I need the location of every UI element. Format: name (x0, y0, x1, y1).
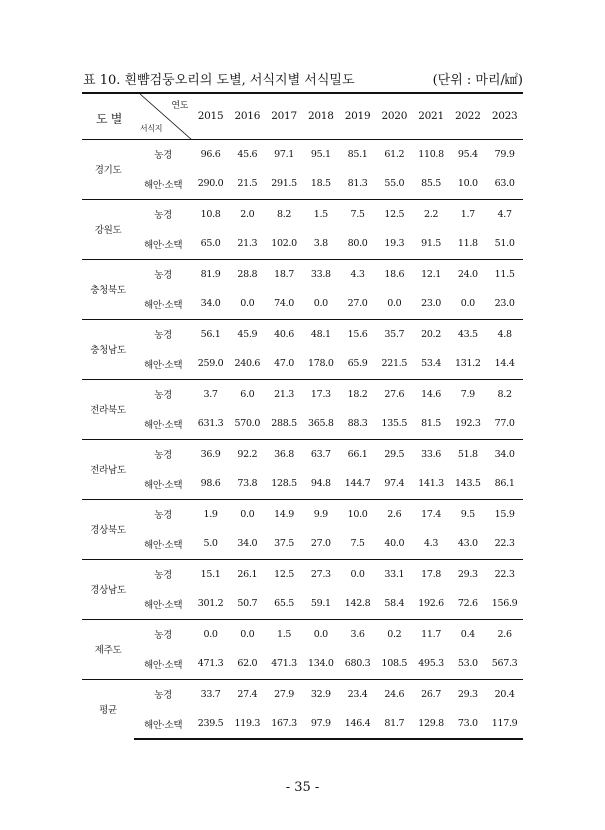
density-value-cell: 81.5 (421, 418, 442, 430)
density-value-cell: 27.6 (376, 379, 413, 409)
table-body (82, 139, 523, 739)
table-row (82, 439, 523, 469)
density-value-cell: 27.0 (347, 298, 368, 310)
density-value-cell: 27.4 (229, 679, 266, 709)
table-caption (83, 69, 523, 88)
density-value-cell: 43.5 (449, 319, 486, 349)
density-value-cell: 18.5 (310, 178, 331, 190)
density-value-cell: 51.8 (449, 439, 486, 469)
density-value-cell: 32.9 (302, 679, 339, 709)
density-value-cell: 20.2 (413, 319, 450, 349)
density-value-cell: 50.7 (237, 598, 258, 610)
density-value-cell: 97.1 (266, 139, 303, 169)
density-value-cell: 74.0 (274, 298, 295, 310)
habitat-name: 농경 (134, 679, 192, 709)
density-value-cell: 221.5 (381, 358, 408, 370)
density-value-cell: 146.4 (339, 709, 376, 739)
density-value-cell: 288.5 (271, 418, 297, 430)
density-value-cell: 167.3 (266, 709, 303, 739)
density-value-cell: 142.8 (344, 598, 371, 610)
density-value-cell: 7.9 (449, 379, 486, 409)
density-value-cell: 79.9 (486, 139, 523, 169)
habitat-name: 농경 (134, 139, 192, 169)
table-row (82, 289, 523, 319)
table-row (82, 679, 523, 709)
density-value-cell: 8.2 (486, 379, 523, 409)
header-year: 2015 (192, 93, 229, 139)
density-value-cell: 29.5 (376, 439, 413, 469)
habitat-name: 해안·소택 (144, 419, 183, 431)
region-name: 경기도 (82, 139, 134, 199)
habitat-name: 해안·소택 (144, 659, 183, 671)
habitat-name: 농경 (134, 619, 192, 649)
table-row (82, 349, 523, 379)
region-name: 충청북도 (82, 259, 134, 319)
table-row (82, 499, 523, 529)
header-corner-cell (82, 93, 192, 139)
density-value-cell: 53.4 (421, 358, 442, 370)
header-habitat-label: 서식지 (139, 123, 163, 133)
density-value-cell: 72.6 (457, 598, 478, 610)
density-value-cell: 301.2 (197, 598, 224, 610)
density-value-cell: 2.0 (229, 199, 266, 229)
density-value-cell: 135.5 (381, 418, 408, 430)
habitat-name: 농경 (134, 499, 192, 529)
habitat-name: 해안·소택 (144, 239, 183, 251)
density-value-cell: 33.1 (376, 559, 413, 589)
density-value-cell: 62.0 (237, 658, 258, 670)
density-value-cell: 55.0 (384, 178, 405, 190)
density-value-cell: 23.0 (421, 298, 442, 310)
density-value-cell: 29.3 (449, 559, 486, 589)
density-value-cell: 102.0 (271, 238, 297, 250)
density-value-cell: 15.1 (192, 559, 229, 589)
habitat-name: 해안·소택 (144, 479, 183, 491)
density-value-cell: 21.5 (237, 178, 258, 190)
density-value-cell: 53.0 (457, 658, 478, 670)
density-value-cell: 45.9 (229, 319, 266, 349)
density-value-cell: 34.0 (237, 538, 258, 550)
table-row (82, 709, 523, 739)
density-value-cell: 0.0 (192, 619, 229, 649)
density-value-cell: 9.5 (449, 499, 486, 529)
density-value-cell: 1.7 (449, 199, 486, 229)
header-year-label: 연도 (171, 101, 189, 111)
density-value-cell: 570.0 (234, 418, 261, 430)
density-value-cell: 81.7 (376, 709, 413, 739)
header-year: 2018 (302, 93, 339, 139)
density-value-cell: 0.0 (387, 298, 402, 310)
density-value-cell: 15.6 (339, 319, 376, 349)
region-name: 경상남도 (82, 559, 134, 619)
density-value-cell: 28.8 (229, 259, 266, 289)
density-value-cell: 143.5 (454, 478, 481, 490)
header-region-label: 도 별 (96, 112, 123, 126)
density-value-cell: 80.0 (347, 238, 368, 250)
density-value-cell: 21.3 (266, 379, 303, 409)
density-value-cell: 37.5 (274, 538, 295, 550)
habitat-name: 농경 (134, 199, 192, 229)
density-value-cell: 5.0 (203, 538, 218, 550)
density-value-cell: 7.5 (350, 538, 365, 550)
region-name: 평균 (82, 679, 134, 739)
density-value-cell: 20.4 (486, 679, 523, 709)
density-value-cell: 134.0 (307, 658, 334, 670)
density-value-cell: 29.3 (449, 679, 486, 709)
density-value-cell: 2.6 (376, 499, 413, 529)
density-value-cell: 23.4 (339, 679, 376, 709)
density-value-cell: 95.1 (302, 139, 339, 169)
density-value-cell: 22.3 (494, 538, 515, 550)
density-value-cell: 0.0 (339, 559, 376, 589)
density-value-cell: 1.5 (302, 199, 339, 229)
habitat-name: 농경 (134, 379, 192, 409)
density-value-cell: 14.4 (494, 358, 515, 370)
habitat-name: 해안·소택 (144, 539, 183, 551)
density-value-cell: 96.6 (192, 139, 229, 169)
density-value-cell: 47.0 (274, 358, 295, 370)
table-row (82, 139, 523, 169)
habitat-name: 해안·소택 (144, 599, 183, 611)
density-value-cell: 0.0 (240, 298, 255, 310)
habitat-name: 해안·소택 (144, 299, 183, 311)
density-value-cell: 65.9 (347, 358, 368, 370)
density-value-cell: 144.7 (344, 478, 371, 490)
table-row (82, 649, 523, 679)
density-value-cell: 2.2 (413, 199, 450, 229)
density-value-cell: 65.0 (200, 238, 221, 250)
table-row (82, 409, 523, 439)
density-value-cell: 291.5 (271, 178, 297, 190)
density-value-cell: 18.6 (376, 259, 413, 289)
table-row (82, 259, 523, 289)
header-year: 2021 (413, 93, 450, 139)
region-name: 제주도 (82, 619, 134, 679)
density-value-cell: 34.0 (486, 439, 523, 469)
density-value-cell: 15.9 (486, 499, 523, 529)
density-value-cell: 119.3 (229, 709, 266, 739)
density-value-cell: 4.3 (423, 538, 439, 550)
density-value-cell: 63.7 (302, 439, 339, 469)
density-value-cell: 110.8 (413, 139, 450, 169)
density-value-cell: 66.1 (339, 439, 376, 469)
density-value-cell: 1.9 (192, 499, 229, 529)
density-value-cell: 17.8 (413, 559, 450, 589)
table-title: 표 10. 흰뺨검둥오리의 도별, 서식지별 서식밀도 (83, 73, 355, 88)
density-value-cell: 77.0 (494, 418, 515, 430)
density-value-cell: 471.3 (271, 658, 297, 670)
density-value-cell: 36.9 (192, 439, 229, 469)
density-value-cell: 108.5 (381, 658, 408, 670)
density-value-cell: 128.5 (271, 478, 297, 490)
density-value-cell: 192.3 (454, 418, 481, 430)
density-value-cell: 10.0 (457, 178, 478, 190)
density-value-cell: 45.6 (229, 139, 266, 169)
density-value-cell: 27.9 (266, 679, 303, 709)
habitat-name: 해안·소택 (144, 179, 183, 191)
habitat-name: 농경 (134, 259, 192, 289)
table-row (82, 529, 523, 559)
density-value-cell: 73.0 (449, 709, 486, 739)
header-year: 2019 (339, 93, 376, 139)
density-value-cell: 59.1 (310, 598, 331, 610)
density-value-cell: 3.6 (339, 619, 376, 649)
header-year: 2022 (449, 93, 486, 139)
density-value-cell: 11.7 (413, 619, 450, 649)
table-row (82, 379, 523, 409)
region-name: 경상북도 (82, 499, 134, 559)
density-value-cell: 2.6 (486, 619, 523, 649)
density-value-cell: 33.6 (413, 439, 450, 469)
habitat-name: 해안·소택 (144, 359, 183, 371)
header-year: 2020 (376, 93, 413, 139)
header-year: 2016 (229, 93, 266, 139)
habitat-name: 해안·소택 (134, 709, 192, 739)
density-value-cell: 495.3 (418, 658, 444, 670)
density-value-cell: 97.4 (384, 478, 405, 490)
header-row (82, 93, 523, 139)
density-value-cell: 18.2 (339, 379, 376, 409)
table-row (82, 469, 523, 499)
region-name: 충청남도 (82, 319, 134, 379)
density-value-cell: 567.3 (491, 658, 518, 670)
region-name: 강원도 (82, 199, 134, 259)
density-value-cell: 365.8 (307, 418, 334, 430)
table-row (82, 229, 523, 259)
density-value-cell: 88.3 (347, 418, 368, 430)
density-value-cell: 97.9 (302, 709, 339, 739)
density-value-cell: 36.8 (266, 439, 303, 469)
density-value-cell: 48.1 (302, 319, 339, 349)
density-value-cell: 14.6 (413, 379, 450, 409)
density-value-cell: 81.3 (347, 178, 368, 190)
density-value-cell: 290.0 (197, 178, 224, 190)
density-value-cell: 10.8 (192, 199, 229, 229)
density-value-cell: 40.0 (384, 538, 405, 550)
density-value-cell: 33.7 (192, 679, 229, 709)
density-value-cell: 117.9 (486, 709, 523, 739)
density-value-cell: 0.2 (376, 619, 413, 649)
table-row (82, 319, 523, 349)
density-value-cell: 129.8 (413, 709, 450, 739)
density-value-cell: 23.0 (494, 298, 515, 310)
region-name: 전라북도 (82, 379, 134, 439)
density-value-cell: 63.0 (494, 178, 515, 190)
density-value-cell: 95.4 (449, 139, 486, 169)
density-value-cell: 94.8 (310, 478, 331, 490)
density-value-cell: 4.7 (486, 199, 523, 229)
density-value-cell: 12.5 (266, 559, 303, 589)
page-number: - 35 - (285, 780, 320, 795)
density-value-cell: 27.0 (310, 538, 331, 550)
density-value-cell: 9.9 (302, 499, 339, 529)
density-value-cell: 17.3 (302, 379, 339, 409)
density-value-cell: 27.3 (302, 559, 339, 589)
habitat-name: 농경 (134, 319, 192, 349)
header-year: 2023 (486, 93, 523, 139)
density-value-cell: 24.6 (376, 679, 413, 709)
density-value-cell: 0.0 (313, 298, 328, 310)
density-value-cell: 61.2 (376, 139, 413, 169)
density-value-cell: 8.2 (266, 199, 303, 229)
density-value-cell: 85.5 (421, 178, 442, 190)
density-value-cell: 17.4 (413, 499, 450, 529)
density-value-cell: 91.5 (421, 238, 442, 250)
density-value-cell: 81.9 (192, 259, 229, 289)
density-value-cell: 131.2 (454, 358, 481, 370)
density-value-cell: 65.5 (274, 598, 295, 610)
density-value-cell: 156.9 (491, 598, 518, 610)
density-value-cell: 26.7 (413, 679, 450, 709)
table-row (82, 589, 523, 619)
density-value-cell: 192.6 (418, 598, 444, 610)
density-value-cell: 1.5 (266, 619, 303, 649)
density-table (82, 92, 523, 740)
density-value-cell: 10.0 (339, 499, 376, 529)
density-value-cell: 3.8 (313, 238, 328, 250)
density-value-cell: 18.7 (266, 259, 303, 289)
density-value-cell: 6.0 (229, 379, 266, 409)
density-value-cell: 11.8 (457, 238, 478, 250)
density-value-cell: 73.8 (237, 478, 258, 490)
density-value-cell: 92.2 (229, 439, 266, 469)
density-value-cell: 98.6 (200, 478, 221, 490)
habitat-name: 농경 (134, 439, 192, 469)
density-value-cell: 34.0 (200, 298, 221, 310)
header-year: 2017 (266, 93, 303, 139)
table-row (82, 559, 523, 589)
habitat-name: 농경 (134, 559, 192, 589)
density-value-cell: 0.0 (302, 619, 339, 649)
density-value-cell: 51.0 (494, 238, 515, 250)
density-value-cell: 14.9 (266, 499, 303, 529)
density-value-cell: 239.5 (192, 709, 229, 739)
density-value-cell: 4.8 (486, 319, 523, 349)
density-value-cell: 12.1 (413, 259, 450, 289)
density-value-cell: 86.1 (494, 478, 515, 490)
density-value-cell: 471.3 (197, 658, 224, 670)
region-name: 전라남도 (82, 439, 134, 499)
density-value-cell: 56.1 (192, 319, 229, 349)
density-value-cell: 3.7 (192, 379, 229, 409)
density-value-cell: 0.4 (449, 619, 486, 649)
density-value-cell: 4.3 (339, 259, 376, 289)
density-value-cell: 24.0 (449, 259, 486, 289)
unit-label: (단위 : 마리/㎢) (432, 73, 523, 88)
density-value-cell: 21.3 (237, 238, 258, 250)
density-value-cell: 12.5 (376, 199, 413, 229)
density-value-cell: 0.0 (229, 499, 266, 529)
density-value-cell: 85.1 (339, 139, 376, 169)
density-value-cell: 43.0 (457, 538, 478, 550)
density-value-cell: 0.0 (229, 619, 266, 649)
density-value-cell: 11.5 (486, 259, 523, 289)
density-value-cell: 7.5 (339, 199, 376, 229)
density-value-cell: 178.0 (307, 358, 334, 370)
table-row (82, 199, 523, 229)
table-row (82, 169, 523, 199)
density-value-cell: 19.3 (384, 238, 405, 250)
density-value-cell: 22.3 (486, 559, 523, 589)
density-value-cell: 141.3 (418, 478, 444, 490)
density-value-cell: 631.3 (197, 418, 224, 430)
density-value-cell: 259.0 (197, 358, 224, 370)
density-value-cell: 33.8 (302, 259, 339, 289)
density-value-cell: 26.1 (229, 559, 266, 589)
density-value-cell: 0.0 (460, 298, 475, 310)
density-value-cell: 35.7 (376, 319, 413, 349)
density-value-cell: 680.3 (344, 658, 371, 670)
density-value-cell: 240.6 (234, 358, 261, 370)
table-row (82, 619, 523, 649)
density-value-cell: 58.4 (384, 598, 405, 610)
density-value-cell: 40.6 (266, 319, 303, 349)
